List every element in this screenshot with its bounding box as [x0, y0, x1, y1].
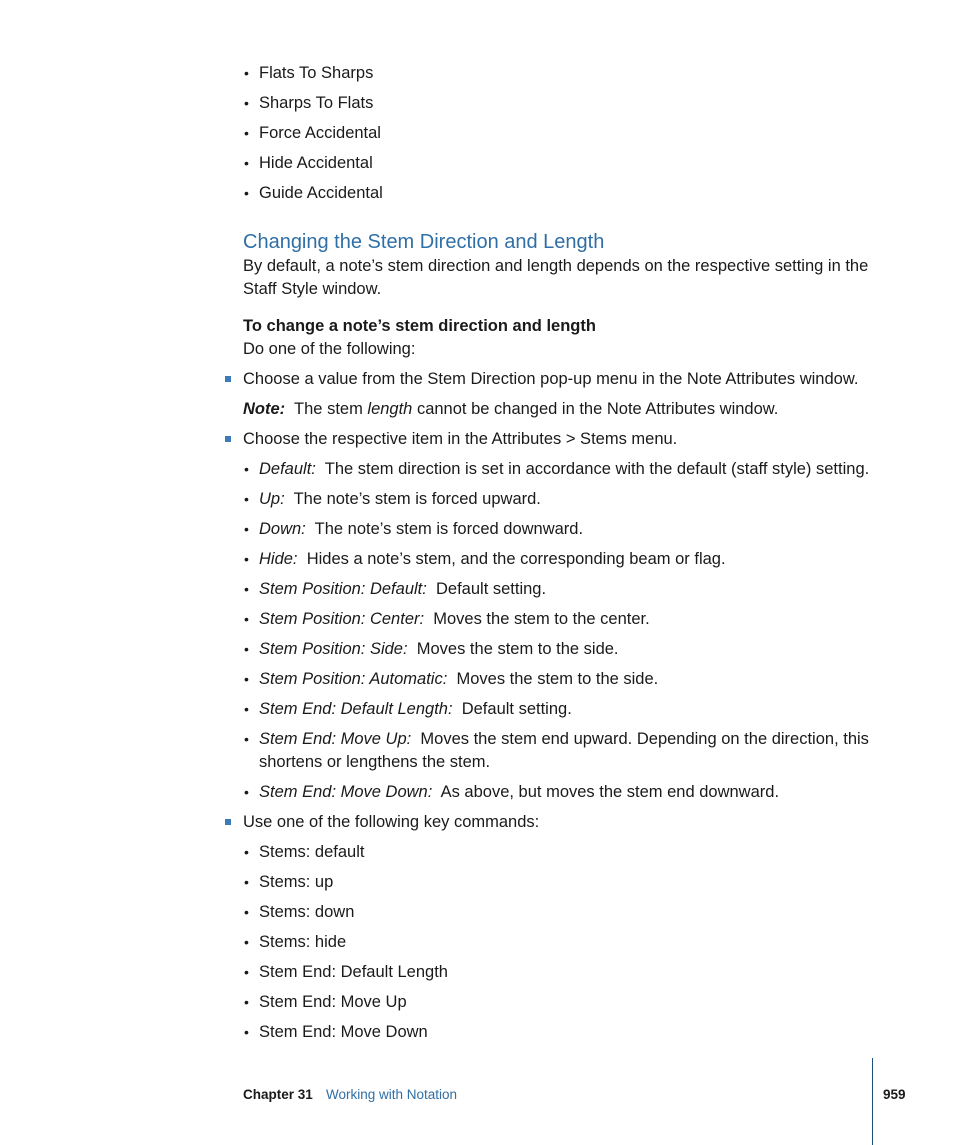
- bullet-dot: •: [244, 461, 249, 477]
- item-term: Stem End: Move Up:: [259, 730, 412, 748]
- item-desc: Default setting.: [436, 580, 547, 598]
- list-item: [259, 638, 619, 661]
- bullet-dot: •: [244, 844, 249, 860]
- item-term: Hide:: [259, 550, 298, 568]
- section-heading: Changing the Stem Direction and Length: [243, 231, 605, 253]
- section-intro: By default, a note’s stem direction and length depends on the respective setting in the Staff Style window.: [243, 257, 869, 298]
- list-item: [259, 698, 572, 721]
- bullet-dot: •: [244, 611, 249, 627]
- footer-chapter: Chapter 31: [243, 1087, 313, 1102]
- list-item: [259, 728, 874, 774]
- option-text: Choose the respective item in the Attributes > Stems menu.: [243, 430, 678, 448]
- item-term: Stem End: Default Length:: [259, 700, 453, 718]
- item-term: Stem Position: Center:: [259, 610, 425, 628]
- item-desc: Moves the stem to the center.: [433, 610, 650, 628]
- page-number: 959: [883, 1087, 906, 1102]
- bullet-dot: •: [244, 521, 249, 537]
- item-desc: Moves the stem to the side.: [456, 670, 659, 688]
- list-item: Stem End: Move Up: [259, 993, 407, 1011]
- bullet-dot: •: [244, 934, 249, 950]
- bullet-square: [225, 376, 231, 382]
- item-desc: The stem direction is set in accordance with the default (staff style) setting.: [324, 460, 870, 478]
- list-item: Hide Accidental: [259, 154, 373, 172]
- list-item: [259, 608, 650, 631]
- item-desc: Default setting.: [461, 700, 572, 718]
- item-desc: As above, but moves the stem end downward.: [440, 783, 780, 801]
- list-item: [259, 548, 726, 571]
- footer-divider: [872, 1058, 873, 1145]
- bullet-dot: •: [244, 994, 249, 1010]
- list-item: [259, 458, 869, 481]
- note-emphasis: length: [367, 400, 413, 418]
- bullet-dot: •: [244, 95, 249, 111]
- note-text: cannot be changed in the Note Attributes window.: [412, 400, 779, 418]
- list-item: Sharps To Flats: [259, 94, 374, 112]
- option-text: Use one of the following key commands:: [243, 813, 540, 831]
- item-term: Default:: [259, 460, 316, 478]
- bullet-dot: •: [244, 1024, 249, 1040]
- list-item: [259, 668, 658, 691]
- item-desc: Moves the stem to the side.: [416, 640, 619, 658]
- bullet-dot: •: [244, 551, 249, 567]
- bullet-dot: •: [244, 641, 249, 657]
- list-item: [259, 488, 541, 511]
- item-term: Up:: [259, 490, 285, 508]
- bullet-dot: •: [244, 964, 249, 980]
- bullet-dot: •: [244, 491, 249, 507]
- bullet-dot: •: [244, 65, 249, 81]
- bullet-dot: •: [244, 784, 249, 800]
- list-item: Guide Accidental: [259, 184, 383, 202]
- item-desc: Moves the stem end upward. Depending on the direction, this shortens or lengthens the stem.: [259, 730, 869, 771]
- item-desc: The note’s stem is forced downward.: [314, 520, 584, 538]
- list-item: Stems: up: [259, 873, 334, 891]
- list-item: Stems: default: [259, 843, 365, 861]
- item-term: Stem Position: Side:: [259, 640, 408, 658]
- bullet-dot: •: [244, 155, 249, 171]
- bullet-dot: •: [244, 874, 249, 890]
- list-item: Stem End: Default Length: [259, 963, 448, 981]
- bullet-square: [225, 819, 231, 825]
- footer-chapter-title: Working with Notation: [326, 1087, 458, 1102]
- task-heading: To change a note’s stem direction and length: [243, 317, 596, 335]
- item-term: Stem End: Move Down:: [259, 783, 433, 801]
- list-item: Force Accidental: [259, 124, 381, 142]
- list-item: [259, 578, 546, 601]
- list-item: Stem End: Move Down: [259, 1023, 428, 1041]
- item-term: Stem Position: Default:: [259, 580, 427, 598]
- bullet-dot: •: [244, 671, 249, 687]
- option-text: Choose a value from the Stem Direction pop-up menu in the Note Attributes window.: [243, 370, 859, 388]
- item-term: Down:: [259, 520, 306, 538]
- list-item: [259, 781, 779, 804]
- list-item: Stems: down: [259, 903, 355, 921]
- list-item: [259, 518, 583, 541]
- bullet-dot: •: [244, 731, 249, 747]
- task-lead: Do one of the following:: [243, 340, 416, 358]
- bullet-dot: •: [244, 185, 249, 201]
- bullet-square: [225, 436, 231, 442]
- bullet-dot: •: [244, 125, 249, 141]
- note-label: Note:: [243, 400, 286, 418]
- note: [243, 398, 778, 421]
- list-item: Stems: hide: [259, 933, 347, 951]
- bullet-dot: •: [244, 581, 249, 597]
- note-text: The stem: [294, 400, 368, 418]
- bullet-dot: •: [244, 701, 249, 717]
- bullet-dot: •: [244, 904, 249, 920]
- item-term: Stem Position: Automatic:: [259, 670, 448, 688]
- item-desc: Hides a note’s stem, and the corresponding beam or flag.: [306, 550, 726, 568]
- list-item: Flats To Sharps: [259, 64, 374, 82]
- item-desc: The note’s stem is forced upward.: [293, 490, 541, 508]
